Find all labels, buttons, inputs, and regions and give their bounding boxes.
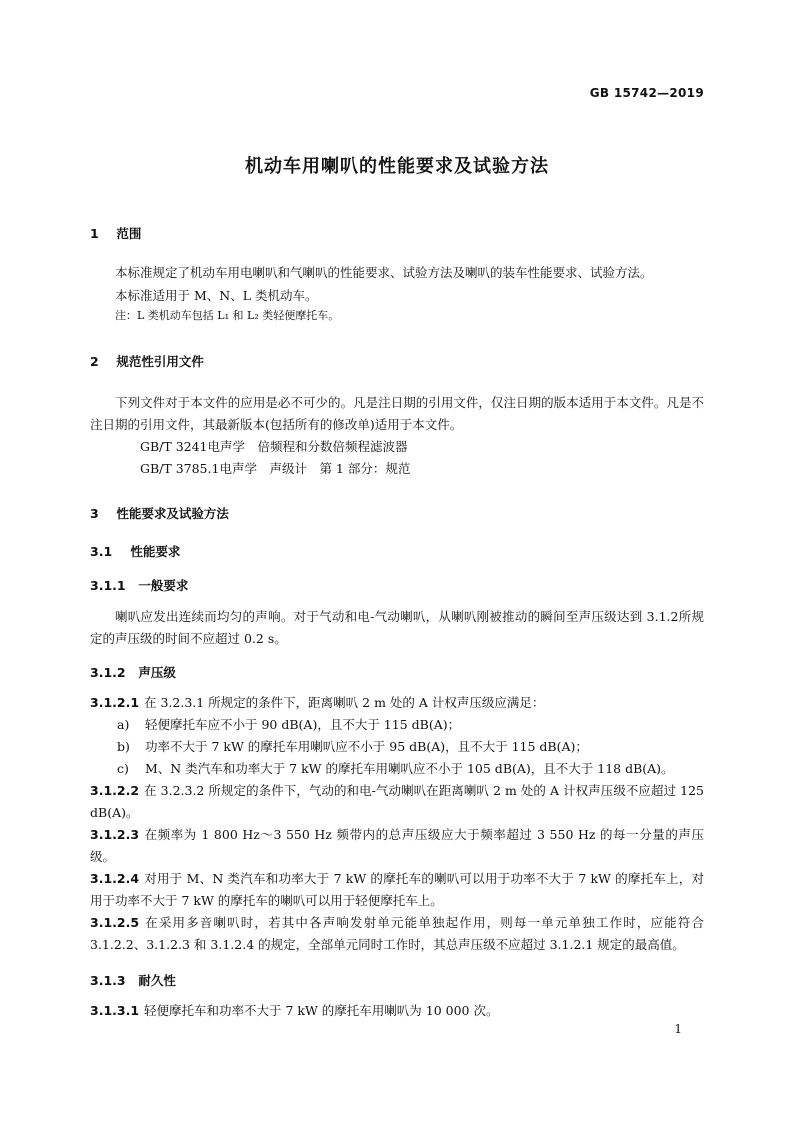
clause-number: 3.1.2.2 — [90, 783, 140, 798]
section-number: 3 — [90, 506, 99, 521]
list-item-label: b) — [117, 739, 130, 754]
list-item — [117, 714, 707, 736]
section-number: 1 — [90, 226, 99, 241]
reference-item — [90, 458, 704, 480]
reference-item — [90, 436, 704, 458]
section-number: 3.1 — [90, 544, 113, 559]
clause-number: 3.1.2.1 — [90, 695, 140, 710]
list-item-label: a) — [117, 717, 130, 732]
clause-text: 在采用多音喇叭时，若其中各声响发射单元能单独起作用，则每一单元单独工作时，应能符合 3.1.2.2、3.1.2.3 和 3.1.2.4 的规定，全部单元同时工作时，其总声压级不应超过 3.1.2.1 规定的最高值。 — [90, 915, 704, 952]
clause-text: 在 3.2.3.1 所规定的条件下，距离喇叭 2 m 处的 A 计权声压级应满足： — [144, 695, 545, 710]
list-item — [117, 736, 707, 758]
section-3-1-3-heading — [90, 971, 176, 989]
section-3-heading — [90, 504, 229, 522]
clause-number: 3.1.2.5 — [90, 915, 140, 930]
section-number: 3.1.1 — [90, 578, 126, 593]
section-title: 规范性引用文件 — [116, 354, 204, 369]
list-item-text: 轻便摩托车应不小于 90 dB(A)，且不大于 115 dB(A)； — [145, 717, 461, 732]
scope-note: 注：L 类机动车包括 L₁ 和 L₂ 类轻便摩托车。 — [115, 309, 340, 322]
section-title: 性能要求及试验方法 — [116, 506, 229, 521]
section-3-1-heading — [90, 542, 180, 560]
references-paragraph: 下列文件对于本文件的应用是必不可少的。凡是注日期的引用文件，仅注日期的版本适用于本文件。凡是不注日期的引用文件，其最新版本(包括所有的修改单)适用于本文件。 — [90, 395, 704, 432]
section-number: 3.1.3 — [90, 973, 126, 988]
scope-paragraph-2: 本标准适用于 M、N、L 类机动车。 — [115, 288, 318, 303]
list-item-label: c) — [117, 761, 129, 776]
clause-3-1-3-1 — [90, 1000, 704, 1022]
clause-number: 3.1.3.1 — [90, 1003, 140, 1018]
clause-3-1-2-2 — [90, 780, 704, 824]
clause-number: 3.1.2.4 — [90, 871, 140, 886]
list-item — [117, 758, 707, 780]
clause-3-1-2-1 — [90, 692, 704, 714]
section-number: 3.1.2 — [90, 665, 126, 680]
document-title: 机动车用喇叭的性能要求及试验方法 — [245, 156, 549, 177]
clause-3-1-2-5 — [90, 912, 704, 956]
clause-text: 对用于 M、N 类汽车和功率大于 7 kW 的摩托车的喇叭可以用于功率不大于 7 kW 的摩托车上，对用于功率不大于 7 kW 的摩托车的喇叭可以用于轻便摩托车上。 — [90, 871, 704, 908]
list-item-text: 功率不大于 7 kW 的摩托车用喇叭应不小于 95 dB(A)，且不大于 115 dB(A)； — [145, 739, 588, 754]
section-1-heading — [90, 224, 141, 242]
section-title: 声压级 — [138, 665, 176, 680]
scope-paragraph-1: 本标准规定了机动车用电喇叭和气喇叭的性能要求、试验方法及喇叭的装车性能要求、试验方法。 — [115, 265, 653, 280]
general-requirement-paragraph: 喇叭应发出连续而均匀的声响。对于气动和电-气动喇叭，从喇叭刚被推动的瞬间至声压级达到 3.1.2所规定的声压级的时间不应超过 0.2 s。 — [90, 609, 704, 646]
page-number: 1 — [674, 1022, 682, 1036]
clause-number: 3.1.2.3 — [90, 827, 140, 842]
section-number: 2 — [90, 354, 99, 369]
standard-code: GB 15742—2019 — [589, 86, 704, 100]
clause-text: 轻便摩托车和功率不大于 7 kW 的摩托车用喇叭为 10 000 次。 — [144, 1003, 499, 1018]
section-3-1-2-heading — [90, 663, 176, 681]
reference-title: 电声学 声级计 第 1 部分：规范 — [219, 461, 411, 476]
section-title: 一般要求 — [138, 578, 189, 593]
reference-code: GB/T 3241 — [140, 439, 208, 454]
section-2-heading — [90, 352, 204, 370]
clause-text: 在频率为 1 800 Hz～3 550 Hz 频带内的总声压级应大于频率超过 3 550 Hz 的每一分量的声压级。 — [90, 827, 704, 864]
section-title: 性能要求 — [130, 544, 181, 559]
clause-3-1-2-3 — [90, 824, 704, 868]
section-title: 耐久性 — [138, 973, 176, 988]
reference-title: 电声学 倍频程和分数倍频程滤波器 — [207, 439, 408, 454]
clause-3-1-2-4 — [90, 868, 704, 912]
clause-text: 在 3.2.3.2 所规定的条件下，气动的和电-气动喇叭在距离喇叭 2 m 处的 A 计权声压级不应超过 125 dB(A)。 — [90, 783, 704, 820]
section-title: 范围 — [116, 226, 142, 241]
section-3-1-1-heading — [90, 576, 188, 594]
list-item-text: M、N 类汽车和功率大于 7 kW 的摩托车用喇叭应不小于 105 dB(A)，且不大于 118 dB(A)。 — [145, 761, 674, 776]
reference-code: GB/T 3785.1 — [140, 461, 220, 476]
